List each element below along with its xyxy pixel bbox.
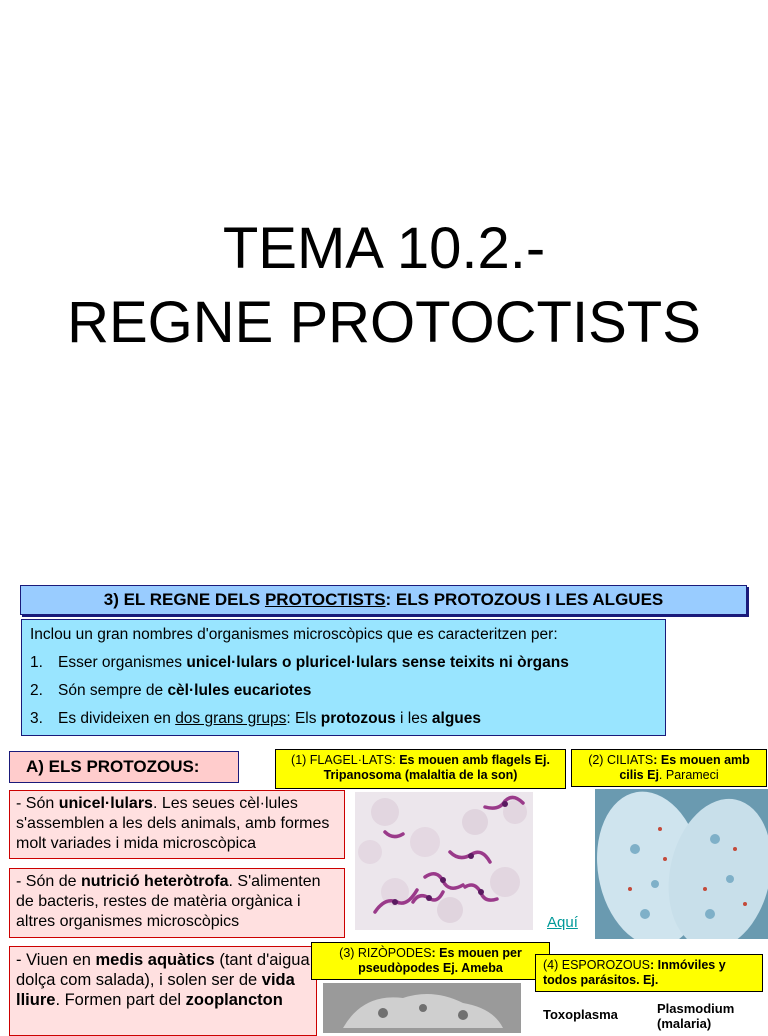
item-number: 3. bbox=[30, 710, 43, 727]
unicellular-info-box bbox=[9, 790, 345, 859]
info-bold: medis aquàtics bbox=[95, 951, 215, 969]
info-text: . Les seues cèl·lules s'assemblen a les dels animals, amb formes molt variades i mida microscòpica bbox=[16, 795, 330, 852]
info-bold: vida lliure bbox=[16, 971, 295, 1009]
intro-lead: Inclou un gran nombres d'organismes microscòpics que es caracteritzen per: bbox=[30, 626, 558, 643]
intro-list bbox=[30, 653, 657, 728]
section-header-underlined: PROTOCTISTS bbox=[264, 590, 386, 609]
item-bold: algues bbox=[431, 710, 481, 727]
info-text: . S'alimenten de bacteris, restes de matèria orgànica i altres organismes microscòpics bbox=[16, 873, 321, 930]
parameci-image bbox=[595, 789, 768, 939]
info-text: (tant d'aigua dolça com salada), i solen ser de bbox=[16, 951, 310, 989]
slide-title bbox=[0, 212, 768, 360]
section-header-suffix: : ELS PROTOZOUS I LES ALGUES bbox=[385, 590, 664, 609]
item-text: Esser organismes bbox=[58, 654, 187, 671]
label-text: Es mouen amb flagels Ej. Tripanosoma (malaltia de la son) bbox=[323, 753, 550, 782]
section-header bbox=[20, 585, 747, 615]
ameba-image bbox=[323, 983, 521, 1033]
label-text: : Es mouen amb cilis Ej bbox=[619, 753, 750, 782]
info-bold: unicel·lulars bbox=[58, 795, 153, 812]
tripanosoma-image bbox=[355, 792, 533, 930]
item-number: 1. bbox=[30, 654, 43, 671]
label-title: (1) FLAGEL·LATS: bbox=[291, 753, 396, 767]
habitat-info-box bbox=[9, 946, 317, 1036]
info-text: - Viuen en bbox=[16, 951, 96, 969]
rhizopods-label bbox=[311, 942, 550, 980]
info-text: - Són de bbox=[16, 873, 81, 890]
label-text: : Es mouen per pseudòpodes Ej. Ameba bbox=[358, 946, 522, 975]
label-title: (3) RIZÒPODES bbox=[339, 946, 432, 960]
ciliates-label bbox=[571, 749, 767, 787]
title-line-1: TEMA 10.2.- bbox=[222, 216, 546, 281]
section-header-prefix: 3) EL REGNE DELS bbox=[103, 590, 265, 609]
label-title: (2) CILIATS bbox=[588, 753, 654, 767]
item-bold: protozous bbox=[320, 710, 396, 727]
item-text: i les bbox=[395, 710, 432, 727]
info-bold: nutrició heteròtrofa bbox=[80, 873, 229, 890]
item-bold: unicel·lulars o pluricel·lulars sense teixits ni òrgans bbox=[186, 654, 569, 671]
info-bold: zooplancton bbox=[185, 991, 283, 1009]
intro-item bbox=[30, 709, 657, 728]
item-text: : Els bbox=[286, 710, 321, 727]
intro-item bbox=[30, 653, 657, 672]
toxoplasma-label: Toxoplasma bbox=[543, 1007, 618, 1022]
title-line-2: REGNE PROTOCTISTS bbox=[67, 290, 701, 355]
item-text: Es divideixen en bbox=[58, 710, 176, 727]
plasmodium-label bbox=[657, 1001, 734, 1031]
flagellates-label bbox=[275, 749, 566, 789]
info-text: - Són bbox=[16, 795, 59, 812]
protozous-header: A) ELS PROTOZOUS: bbox=[9, 751, 239, 783]
label-title: (4) ESPOROZOUS bbox=[543, 958, 650, 972]
sporozoans-label bbox=[535, 954, 763, 992]
label-text: : Inmóviles y todos parásitos. Ej. bbox=[543, 958, 726, 987]
aqui-link[interactable]: Aquí bbox=[547, 914, 578, 931]
label-text: . Parameci bbox=[658, 768, 719, 782]
item-text: Són sempre de bbox=[58, 682, 168, 699]
plasmodium-name: Plasmodium bbox=[657, 1001, 735, 1016]
intro-item bbox=[30, 681, 657, 700]
plasmodium-sub: (malaria) bbox=[657, 1016, 712, 1031]
item-number: 2. bbox=[30, 682, 43, 699]
intro-box bbox=[21, 619, 666, 736]
item-bold: cèl·lules eucariotes bbox=[167, 682, 312, 699]
item-underlined: dos grans grups bbox=[175, 710, 287, 727]
info-text: . Formen part del bbox=[55, 991, 186, 1009]
nutrition-info-box bbox=[9, 868, 345, 938]
